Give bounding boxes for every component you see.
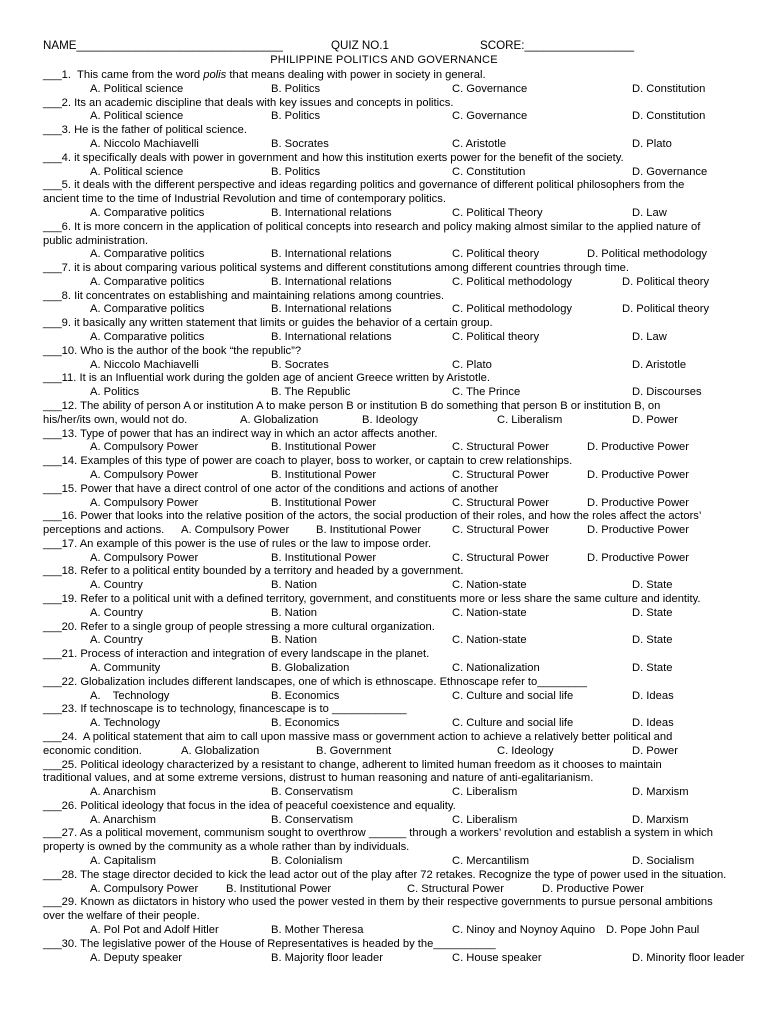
answer-choice: A. Compulsory Power [90, 496, 199, 509]
question-line [0, 289, 768, 303]
answer-choice: A. Comparative politics [90, 303, 205, 316]
choices-line [0, 716, 768, 730]
question-text: perceptions and actions. [43, 524, 165, 537]
answer-choice: C. Nation-state [452, 606, 527, 619]
question-line [0, 826, 768, 840]
answer-choice: A. Capitalism [90, 855, 156, 867]
question-text: public administration. [43, 234, 149, 247]
name-field-label: NAME________________________________ [43, 39, 283, 52]
answer-choice: A. Political science [90, 165, 184, 178]
question-line [0, 758, 768, 772]
answer-choice: C. Plato [452, 358, 492, 371]
answer-choice: D. Productive Power [587, 441, 689, 454]
question-text: traditional values, and at some extreme versions, distrust to human reasoning and nature of anti-egalitarianism. [43, 772, 594, 785]
question-text: ___13. Type of power that has an indirect way in which an actor affects another. [43, 427, 438, 440]
question-line [0, 123, 768, 137]
answer-choice: D. Productive Power [587, 496, 689, 509]
question-line [0, 592, 768, 606]
question-text: ___10. Who is the author of the book “the republic”? [43, 344, 302, 357]
answer-choice: A. Comparative politics [90, 206, 205, 219]
answer-choice: B. Colonialism [271, 855, 343, 867]
answer-choice: C. Structural Power [452, 468, 549, 481]
answer-choice: D. Political theory [622, 275, 710, 288]
question-line [0, 344, 768, 358]
answer-choice: D. Productive Power [587, 468, 689, 481]
answer-choice: D. Productive Power [542, 882, 644, 895]
answer-choice: A. Globalization [181, 744, 260, 757]
question-text: ___26. Political ideology that focus in the idea of peaceful coexistence and equality. [43, 799, 456, 812]
question-text: ___21. Process of interaction and integration of every landscape in the planet. [43, 648, 430, 661]
choices-line [0, 468, 768, 482]
answer-choice: A. Globalization [240, 413, 319, 426]
answer-choice: D. Socialism [632, 855, 695, 867]
answer-choice: B. Institutional Power [226, 882, 332, 895]
question-line [0, 234, 768, 248]
answer-choice: A. Country [90, 634, 143, 647]
answer-choice: A. Politics [90, 386, 140, 399]
answer-choice: A. Niccolo Machiavelli [90, 137, 199, 150]
answer-choice: D. Ideas [632, 689, 674, 702]
answer-choice: A. Niccolo Machiavelli [90, 358, 199, 371]
answer-choice: A. Technology [90, 717, 161, 730]
choices-line [0, 302, 768, 316]
answer-choice: B. Institutional Power [271, 441, 377, 454]
choices-line [0, 275, 768, 289]
question-line [0, 509, 768, 523]
question-text: ___11. It is an Influential work during the golden age of ancient Greece written by Aristotle. [43, 372, 490, 385]
question-line [0, 371, 768, 385]
answer-choice: C. Culture and social life [452, 717, 574, 730]
question-text: ___25. Political ideology characterized by a resistant to change, adherent to limited human freedom as it chooses to maintain [43, 758, 662, 771]
choices-line [0, 137, 768, 151]
answer-choice: B. Institutional Power [316, 524, 422, 537]
answer-choice: D. Aristotle [632, 358, 687, 371]
choices-line [0, 109, 768, 123]
choices-line [0, 440, 768, 454]
answer-choice: D. Law [632, 331, 667, 343]
question-line [0, 523, 768, 537]
answer-choice: D. Constitution [632, 110, 706, 123]
question-line [0, 909, 768, 923]
answer-choice: C. Structural Power [452, 441, 549, 454]
answer-choice: B. Politics [271, 82, 321, 95]
answer-choice: C. Liberalism [452, 813, 518, 826]
choices-line [0, 813, 768, 827]
question-text: ___6. It is more concern in the application of political concepts into research and policy making almost similar to the applied nature of [43, 220, 701, 233]
question-text: ___17. An example of this power is the use of rules or the law to impose order. [43, 537, 432, 550]
answer-choice: A. Compulsory Power [181, 524, 290, 537]
question-text: ___3. He is the father of political science. [43, 124, 247, 137]
answer-choice: C. Structural Power [407, 882, 504, 895]
question-line [0, 730, 768, 744]
choices-line [0, 923, 768, 937]
question-text: economic condition. [43, 744, 142, 757]
question-text: ___18. Refer to a political entity bounded by a territory and headed by a government. [43, 565, 464, 578]
question-line [0, 261, 768, 275]
question-text: ___29. Known as diictators in history who used the power vested in them by their respective governments to pursue personal ambitions [43, 896, 713, 909]
answer-choice: A. Compulsory Power [90, 551, 199, 564]
question-line [0, 620, 768, 634]
answer-choice: A. Compulsory Power [90, 882, 199, 895]
question-text: ___22. Globalization includes different landscapes, one of which is ethnoscape. Ethnoscape refer to________ [43, 675, 588, 688]
answer-choice: D. Ideas [632, 717, 674, 730]
question-line [0, 895, 768, 909]
answer-choice: B. Nation [271, 579, 318, 592]
answer-choice: C. Liberalism [452, 786, 518, 799]
answer-choice: A. Compulsory Power [90, 468, 199, 481]
answer-choice: D. Marxism [632, 813, 689, 826]
answer-choice: C. Structural Power [452, 524, 549, 537]
answer-choice: A. Community [90, 662, 161, 674]
question-line [0, 427, 768, 441]
answer-choice: B. Nation [271, 634, 318, 647]
answer-choice: B. Globalization [271, 662, 350, 674]
question-text: ___16. Power that looks into the relative position of the actors, the social production of their roles, and how the roles affect the actors’ [43, 510, 702, 523]
choices-line [0, 206, 768, 220]
answer-choice: D. Power [632, 744, 679, 757]
answer-choice: C. Nation-state [452, 634, 527, 647]
choices-line [0, 606, 768, 620]
answer-choice: B. Institutional Power [271, 551, 377, 564]
answer-choice: C. Governance [452, 110, 528, 123]
choices-line [0, 496, 768, 510]
answer-choice: A. Anarchism [90, 786, 156, 799]
choices-line [0, 385, 768, 399]
question-line [0, 192, 768, 206]
question-line [0, 937, 768, 951]
answer-choice: A. Political science [90, 110, 184, 123]
question-text: ___27. As a political movement, communism sought to overthrow ______ through a workers’ revolution and establish a system in which [43, 827, 713, 840]
answer-choice: C. Nation-state [452, 579, 527, 592]
question-line [0, 399, 768, 413]
answer-choice: C. Nationalization [452, 662, 540, 674]
question-text: ___9. it basically any written statement that limits or guides the behavior of a certain group. [43, 317, 493, 330]
question-text: ___14. Examples of this type of power are coach to player, boss to worker, or captain to crew relationships. [43, 455, 573, 468]
choices-line [0, 165, 768, 179]
answer-choice: B. Economics [271, 689, 340, 702]
question-line [0, 413, 768, 427]
answer-choice: B. International relations [271, 275, 392, 288]
answer-choice: A. Compulsory Power [90, 441, 199, 454]
answer-choice: A. Comparative politics [90, 248, 205, 261]
answer-choice: C. Ninoy and Noynoy Aquino [452, 924, 596, 936]
answer-choice: A. Pol Pot and Adolf Hitler [90, 924, 219, 936]
answer-choice: B. The Republic [271, 386, 351, 399]
answer-choice: B. Conservatism [271, 786, 354, 799]
answer-choice: D. Pope John Paul [606, 924, 700, 936]
choices-line [0, 951, 768, 965]
question-text: ___23. If technoscape is to technology, financescape is to ____________ [43, 703, 407, 716]
question-text: ___8. Iit concentrates on establishing and maintaining relations among countries. [43, 289, 445, 302]
answer-choice: C. Liberalism [497, 413, 563, 426]
answer-choice: D. State [632, 606, 673, 619]
choices-line [0, 854, 768, 868]
answer-choice: A. Comparative politics [90, 275, 205, 288]
question-text: ___24. A political statement that aim to call upon massive mass or government action to achieve a relatively better political and [43, 730, 673, 743]
question-text: ___1. This came from the word polis that means dealing with power in society in general. [43, 69, 486, 81]
answer-choice: D. State [632, 634, 673, 647]
answer-choice: A. Country [90, 579, 143, 592]
question-line [0, 771, 768, 785]
answer-choice: C. Political methodology [452, 275, 573, 288]
answer-choice: B. Socrates [271, 358, 329, 371]
answer-choice: C. Political theory [452, 248, 540, 261]
answer-choice: B. Ideology [362, 413, 418, 426]
question-line [0, 316, 768, 330]
quiz-title: QUIZ NO.1 [331, 39, 389, 52]
answer-choice: D. Discourses [632, 386, 702, 399]
answer-choice: C. Political theory [452, 331, 540, 343]
answer-choice: B. Majority floor leader [271, 951, 383, 964]
question-line [0, 151, 768, 165]
answer-choice: C. The Prince [452, 386, 521, 399]
question-line [0, 564, 768, 578]
question-line [0, 744, 768, 758]
answer-choice: B. International relations [271, 248, 392, 261]
emphasized-word: polis [203, 69, 227, 81]
answer-choice: B. Government [316, 744, 392, 757]
choices-line [0, 247, 768, 261]
answer-choice: A. Political science [90, 82, 184, 95]
answer-choice: D. Constitution [632, 82, 706, 95]
answer-choice: D. Law [632, 206, 667, 219]
question-text: his/her/its own, would not do. [43, 413, 188, 426]
question-line [0, 537, 768, 551]
answer-choice: B. Nation [271, 606, 318, 619]
answer-choice: C. Structural Power [452, 551, 549, 564]
question-text: ___15. Power that have a direct control of one actor of the conditions and actions of another [43, 482, 499, 495]
choices-line [0, 785, 768, 799]
question-text: ___7. it is about comparing various political systems and different constitutions among different countries through time. [43, 262, 630, 275]
answer-choice: D. State [632, 662, 673, 674]
answer-choice: D. Political methodology [587, 248, 708, 261]
answer-choice: B. Economics [271, 717, 340, 730]
answer-choice: C. Culture and social life [452, 689, 574, 702]
choices-line [0, 82, 768, 96]
choices-line [0, 689, 768, 703]
answer-choice: C. House speaker [452, 951, 542, 964]
answer-choice: D. Plato [632, 137, 672, 150]
choices-line [0, 882, 768, 896]
question-text: ___5. it deals with the different perspective and ideas regarding politics and governance of different political philosophers from the [43, 179, 685, 192]
question-line [0, 840, 768, 854]
question-text: property is owned by the community as a whole rather than by individuals. [43, 841, 410, 854]
answer-choice: C. Political Theory [452, 206, 543, 219]
question-line [0, 178, 768, 192]
answer-choice: A. Country [90, 606, 143, 619]
answer-choice: D. State [632, 579, 673, 592]
answer-choice: B. Conservatism [271, 813, 354, 826]
question-text: ___30. The legislative power of the House of Representatives is headed by the__________ [43, 937, 496, 950]
question-line [0, 68, 768, 82]
question-line [0, 675, 768, 689]
answer-choice: A. Anarchism [90, 813, 156, 826]
question-text: ___28. The stage director decided to kick the lead actor out of the play after 72 retakes. Recognize the type of power used in the situation. [43, 868, 727, 881]
answer-choice: C. Mercantilism [452, 855, 530, 867]
choices-line [0, 330, 768, 344]
question-text: ___2. Its an academic discipline that deals with key issues and concepts in politics. [43, 96, 454, 109]
choices-line [0, 633, 768, 647]
choices-line [0, 661, 768, 675]
answer-choice: D. Governance [632, 165, 708, 178]
question-line [0, 482, 768, 496]
question-text: over the welfare of their people. [43, 910, 200, 923]
score-field-label: SCORE:_________________ [480, 39, 635, 52]
answer-choice: B. Mother Theresa [271, 924, 364, 936]
answer-choice: C. Structural Power [452, 496, 549, 509]
answer-choice: D. Political theory [622, 303, 710, 316]
answer-choice: A. Deputy speaker [90, 951, 183, 964]
question-line [0, 454, 768, 468]
answer-choice: B. Institutional Power [271, 496, 377, 509]
question-text: ___12. The ability of person A or institution A to make person B or institution B do something that person B or institution B, on [43, 400, 661, 412]
answer-choice: B. Politics [271, 110, 321, 123]
question-line [0, 799, 768, 813]
answer-choice: D. Minority floor leader [632, 951, 745, 964]
answer-choice: D. Power [632, 413, 679, 426]
question-line [0, 96, 768, 110]
answer-choice: C. Constitution [452, 165, 526, 178]
answer-choice: D. Productive Power [587, 551, 689, 564]
course-subtitle: PHILIPPINE POLITICS AND GOVERNANCE [270, 54, 498, 66]
question-line [0, 647, 768, 661]
question-text: ___20. Refer to a single group of people stressing a more cultural organization. [43, 620, 435, 633]
answer-choice: B. International relations [271, 303, 392, 316]
choices-line [0, 551, 768, 565]
answer-choice: B. International relations [271, 206, 392, 219]
question-text: ___19. Refer to a political unit with a defined territory, government, and constituents more or less share the same culture and identity. [43, 593, 701, 605]
answer-choice: C. Governance [452, 82, 528, 95]
answer-choice: D. Productive Power [587, 524, 689, 537]
question-line [0, 702, 768, 716]
question-text: ancient time to the time of Industrial Revolution and time of contemporary politics. [43, 193, 446, 206]
question-line [0, 868, 768, 882]
answer-choice: C. Political methodology [452, 303, 573, 316]
answer-choice: B. International relations [271, 331, 392, 343]
answer-choice: B. Politics [271, 165, 321, 178]
answer-choice: C. Aristotle [452, 137, 507, 150]
answer-choice: A. Technology [90, 689, 170, 702]
question-text: ___4. it specifically deals with power in government and how this institution exerts power for the benefit of the society. [43, 151, 624, 164]
answer-choice: B. Institutional Power [271, 468, 377, 481]
question-line [0, 220, 768, 234]
answer-choice: B. Socrates [271, 137, 329, 150]
choices-line [0, 358, 768, 372]
answer-choice: D. Marxism [632, 786, 689, 799]
answer-choice: A. Comparative politics [90, 331, 205, 343]
answer-choice: C. Ideology [497, 744, 554, 757]
choices-line [0, 578, 768, 592]
